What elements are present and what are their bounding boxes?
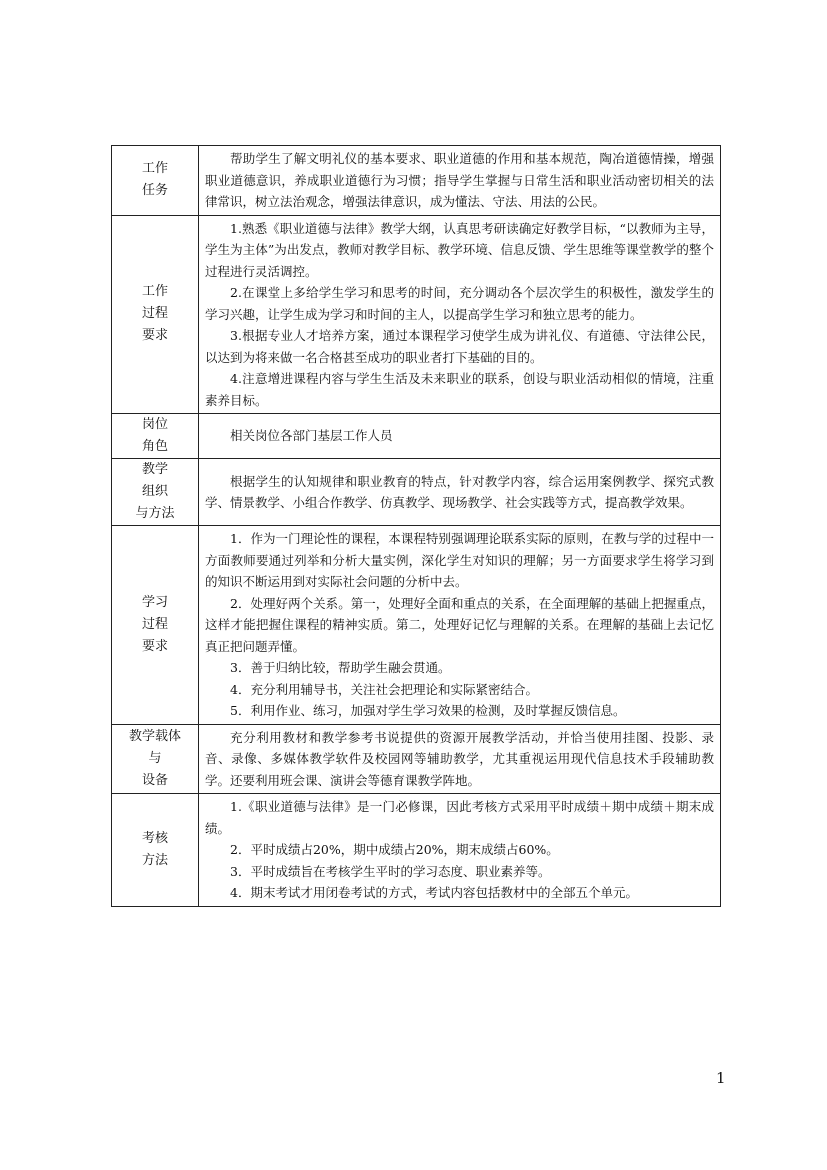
table-row (112, 794, 721, 907)
content-paragraph: 根据学生的认知规律和职业教育的特点，针对教学内容，综合运用案例教学、探究式教学、情景教学、小组合作教学、仿真教学、现场教学、社会实践等方式，提高教学效果。 (205, 473, 714, 510)
row-content (199, 215, 721, 414)
row-label (112, 724, 199, 794)
content-paragraph: 1.《职业道德与法律》是一门必修课，因此考核方式采用平时成绩＋期中成绩＋期末成绩。 (205, 799, 714, 836)
content-paragraph: 1．作为一门理论性的课程，本课程特别强调理论联系实际的原则，在教与学的过程中一方面教师要通过列举和分析大量实例，深化学生对知识的理解；另一方面要求学生将学习到的知识不断运用到对实际社会问题的分析中去。 (205, 531, 714, 589)
row-label-line: 任务 (141, 183, 168, 199)
row-label-line: 过程 (141, 616, 168, 632)
content-paragraph: 帮助学生了解文明礼仪的基本要求、职业道德的作用和基本规范，陶冶道德情操，增强职业道德意识，养成职业道德行为习惯；指导学生掌握与日常生活和职业活动密切相关的法律常识，树立法治观念，增强法律意识，成为懂法、守法、用法的公民。 (205, 151, 714, 209)
row-label-line: 工作 (141, 161, 168, 177)
content-paragraph: 4．充分利用辅导书，关注社会把理论和实际紧密结合。 (230, 681, 538, 697)
row-label-line: 与方法 (135, 506, 175, 521)
row-label-line: 与 (148, 750, 162, 766)
row-label (112, 414, 199, 459)
content-paragraph: 2．平时成绩占20%，期中成绩占20%，期末成绩占60%。 (230, 842, 559, 857)
content-paragraph: 1.熟悉《职业道德与法律》教学大纲，认真思考研读确定好教学目标，“以教师为主导，学生为主体”为出发点，教师对教学目标、教学环境、信息反馈、学生思维等课堂教学的整个过程进行灵活调控。 (205, 220, 714, 279)
row-content (199, 526, 721, 725)
row-label-line: 方法 (141, 852, 168, 868)
row-label-line: 教学 (141, 462, 168, 477)
row-label (112, 146, 199, 216)
row-content (199, 794, 721, 907)
content-paragraph: 4．期末考试才用闭卷考试的方式，考试内容包括教材中的全部五个单元。 (230, 885, 638, 900)
row-label (112, 459, 199, 526)
table-row (112, 459, 721, 526)
table-row (112, 526, 721, 725)
row-label-line: 角色 (141, 439, 168, 454)
page-number: 1 (716, 1069, 726, 1087)
row-label (112, 794, 199, 907)
row-label-line: 要求 (141, 328, 168, 344)
row-content (199, 724, 721, 794)
content-paragraph: 5．利用作业、练习，加强对学生学习效果的检测，及时掌握反馈信息。 (230, 703, 626, 718)
content-paragraph: 充分利用教材和教学参考书说提供的资源开展教学活动，并恰当使用挂图、投影、录音、录像、多媒体教学软件及校园网等辅助教学，尤其重视运用现代信息技术手段辅助教学。还要利用班会课、演讲会等德育课教学阵地。 (205, 729, 714, 788)
course-table (111, 145, 721, 907)
content-paragraph: 2．处理好两个关系。第一，处理好全面和重点的关系，在全面理解的基础上把握重点，这样才能把握住课程的精神实质。第二，处理好记忆与理解的关系。在理解的基础上去记忆真正把问题弄懂。 (205, 595, 714, 654)
row-content (199, 414, 721, 459)
content-paragraph: 3．平时成绩旨在考核学生平时的学习态度、职业素养等。 (230, 863, 551, 879)
table-row (112, 414, 721, 459)
row-label-line: 学习 (141, 594, 168, 610)
table-row (112, 215, 721, 414)
content-paragraph: 相关岗位各部门基层工作人员 (230, 428, 393, 444)
table-body (112, 146, 721, 907)
table-row (112, 146, 721, 216)
content-paragraph: 2.在课堂上多给学生学习和思考的时间，充分调动各个层次学生的积极性，激发学生的学习兴趣，让学生成为学习和时间的主人，以提高学生学习和独立思考的能力。 (205, 285, 714, 322)
row-label-line: 考核 (141, 830, 168, 846)
content-paragraph: 4.注意增进课程内容与学生生活及未来职业的联系，创设与职业活动相似的情境，注重素养目标。 (205, 371, 714, 408)
table-row (112, 724, 721, 794)
row-label-line: 岗位 (141, 417, 168, 432)
content-paragraph: 3.根据专业人才培养方案，通过本课程学习使学生成为讲礼仪、有道德、守法律公民，以达到为将来做一名合格甚至成功的职业者打下基础的目的。 (205, 328, 714, 365)
row-content (199, 459, 721, 526)
row-label-line: 设备 (141, 772, 168, 788)
row-label-line: 工作 (141, 284, 168, 300)
row-label (112, 526, 199, 725)
row-label-line: 教学载体 (128, 728, 181, 744)
row-label-line: 组织 (141, 484, 168, 499)
row-label-line: 要求 (141, 638, 168, 654)
content-paragraph: 3．善于归纳比较，帮助学生融会贯通。 (230, 660, 451, 675)
row-label (112, 215, 199, 414)
row-content (199, 146, 721, 216)
row-label-line: 过程 (141, 306, 168, 322)
